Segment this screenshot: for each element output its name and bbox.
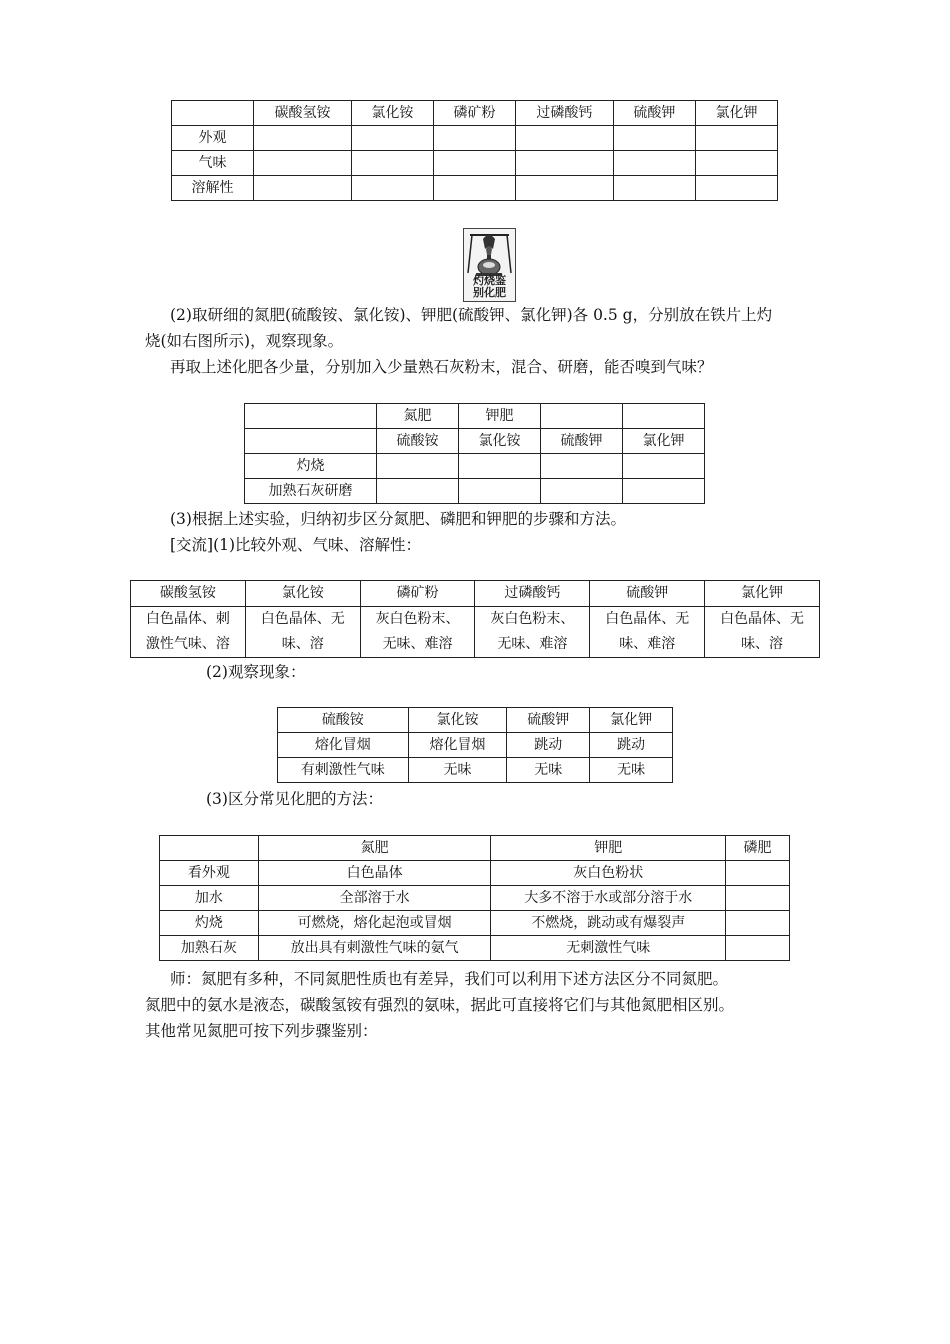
row-label: 加水 xyxy=(160,886,259,911)
table-cell xyxy=(726,886,790,911)
table-cell: 味、溶 xyxy=(245,632,360,658)
table-header-cell: 氯化铵 xyxy=(245,581,360,607)
table-header-cell: 过磷酸钙 xyxy=(475,581,590,607)
empty-cell xyxy=(516,151,614,176)
table-header-cell: 硫酸钾 xyxy=(613,101,695,126)
table-header-cell: 磷矿粉 xyxy=(433,101,515,126)
table-cell: 灰白色粉状 xyxy=(491,861,726,886)
table-header-cell: 氯化铵 xyxy=(459,429,541,454)
empty-cell xyxy=(254,151,352,176)
fertilizer-observation-table xyxy=(171,100,778,201)
empty-cell xyxy=(254,176,352,201)
table-header-cell: 硫酸钾 xyxy=(541,429,623,454)
table-cell: 可燃烧，熔化起泡或冒烟 xyxy=(258,911,491,936)
table-header-row xyxy=(131,581,820,607)
empty-cell xyxy=(613,151,695,176)
table-cell: 味、难溶 xyxy=(590,632,705,658)
table-row xyxy=(131,632,820,658)
table-header-row xyxy=(278,708,673,733)
empty-cell xyxy=(516,126,614,151)
empty-cell xyxy=(377,479,459,504)
paragraph: (3)区分常见化肥的方法： xyxy=(206,790,383,808)
empty-cell xyxy=(245,429,377,454)
paragraph: 其他常见氮肥可按下列步骤鉴别： xyxy=(145,1022,378,1040)
table-cell: 白色晶体、无 xyxy=(705,607,820,633)
table-cell: 放出具有刺激性气味的氨气 xyxy=(258,936,491,961)
empty-cell xyxy=(459,479,541,504)
table-cell xyxy=(726,861,790,886)
table-row xyxy=(245,454,705,479)
empty-cell xyxy=(433,176,515,201)
table-header-cell: 碳酸氢铵 xyxy=(131,581,246,607)
row-label: 看外观 xyxy=(160,861,259,886)
table-header-cell xyxy=(172,101,254,126)
table-cell: 白色晶体、无 xyxy=(245,607,360,633)
table-cell: 大多不溶于水或部分溶于水 xyxy=(491,886,726,911)
paragraph: 师：氮肥有多种，不同氮肥性质也有差异，我们可以利用下述方法区分不同氮肥。 xyxy=(170,970,729,988)
table-cell: 激性气味、溶 xyxy=(131,632,246,658)
table-header-row xyxy=(245,429,705,454)
empty-cell xyxy=(695,176,777,201)
empty-cell xyxy=(623,404,705,429)
group-header: 氮肥 xyxy=(377,404,459,429)
empty-cell xyxy=(613,176,695,201)
row-label: 加熟石灰研磨 xyxy=(245,479,377,504)
table-header-cell: 氯化钾 xyxy=(590,708,673,733)
empty-cell xyxy=(623,479,705,504)
table-row xyxy=(278,733,673,758)
empty-cell xyxy=(351,151,433,176)
observation-results-table xyxy=(277,707,673,783)
table-header-cell: 氮肥 xyxy=(258,836,491,861)
empty-cell xyxy=(695,126,777,151)
row-label: 灼烧 xyxy=(245,454,377,479)
table-cell: 无味 xyxy=(507,758,590,783)
empty-cell xyxy=(541,404,623,429)
row-label: 气味 xyxy=(172,151,254,176)
empty-cell xyxy=(541,454,623,479)
table-header-cell: 氯化钾 xyxy=(623,429,705,454)
empty-cell xyxy=(377,454,459,479)
table-row xyxy=(160,861,790,886)
table-header-cell xyxy=(160,836,259,861)
table-row xyxy=(160,886,790,911)
table-header-cell: 磷肥 xyxy=(726,836,790,861)
table-header-row xyxy=(245,404,705,429)
table-header-cell: 氯化钾 xyxy=(705,581,820,607)
table-cell: 灰白色粉末、 xyxy=(360,607,475,633)
burning-grinding-table xyxy=(244,403,705,504)
table-header-cell: 氯化铵 xyxy=(351,101,433,126)
fertilizer-method-table xyxy=(159,835,790,961)
row-label: 加熟石灰 xyxy=(160,936,259,961)
table-header-row xyxy=(160,836,790,861)
figure-caption xyxy=(466,275,513,299)
table-cell: 无味、难溶 xyxy=(360,632,475,658)
paragraph: 烧(如右图所示)，观察现象。 xyxy=(145,332,344,350)
comparison-table xyxy=(130,580,820,658)
empty-cell xyxy=(613,126,695,151)
empty-cell xyxy=(541,479,623,504)
empty-cell xyxy=(433,126,515,151)
row-label: 外观 xyxy=(172,126,254,151)
table-header-cell: 磷矿粉 xyxy=(360,581,475,607)
paragraph: (2)观察现象： xyxy=(206,663,306,681)
table-row xyxy=(172,151,778,176)
table-header-cell: 过磷酸钙 xyxy=(516,101,614,126)
table-cell: 跳动 xyxy=(590,733,673,758)
table-row xyxy=(131,607,820,633)
paragraph: (3)根据上述实验，归纳初步区分氮肥、磷肥和钾肥的步骤和方法。 xyxy=(170,510,626,528)
paragraph: (2)取研细的氮肥(硫酸铵、氯化铵)、钾肥(硫酸钾、氯化钾)各 0.5 g，分别放在铁片上灼 xyxy=(170,306,773,324)
empty-cell xyxy=(433,151,515,176)
row-label: 溶解性 xyxy=(172,176,254,201)
table-cell: 无味、难溶 xyxy=(475,632,590,658)
table-row xyxy=(278,758,673,783)
table-row xyxy=(172,126,778,151)
table-header-cell: 碳酸氢铵 xyxy=(254,101,352,126)
table-cell: 无味 xyxy=(408,758,507,783)
figure-caption-line: 别化肥 xyxy=(473,286,506,299)
table-header-cell: 硫酸钾 xyxy=(590,581,705,607)
table-row xyxy=(160,936,790,961)
table-row xyxy=(160,911,790,936)
table-header-cell: 硫酸铵 xyxy=(278,708,409,733)
table-header-cell: 硫酸铵 xyxy=(377,429,459,454)
empty-cell xyxy=(351,176,433,201)
burning-experiment-figure xyxy=(463,228,516,302)
table-cell: 味、溶 xyxy=(705,632,820,658)
table-cell: 白色晶体、无 xyxy=(590,607,705,633)
table-cell: 熔化冒烟 xyxy=(278,733,409,758)
empty-cell xyxy=(695,151,777,176)
empty-cell xyxy=(245,404,377,429)
alcohol-lamp-icon xyxy=(464,229,515,279)
table-header-cell: 硫酸钾 xyxy=(507,708,590,733)
table-cell: 无味 xyxy=(590,758,673,783)
table-cell: 无刺激性气味 xyxy=(491,936,726,961)
table-cell: 熔化冒烟 xyxy=(408,733,507,758)
paragraph: 氮肥中的氨水是液态，碳酸氢铵有强烈的氨味，据此可直接将它们与其他氮肥相区别。 xyxy=(145,996,735,1014)
table-cell: 不燃烧，跳动或有爆裂声 xyxy=(491,911,726,936)
table-cell xyxy=(726,911,790,936)
figure-caption-line: 灼烧鉴 xyxy=(473,274,506,287)
group-header: 钾肥 xyxy=(459,404,541,429)
paragraph: 再取上述化肥各少量，分别加入少量熟石灰粉末，混合、研磨，能否嗅到气味？ xyxy=(170,358,713,376)
empty-cell xyxy=(516,176,614,201)
paragraph: [交流](1)比较外观、气味、溶解性： xyxy=(170,536,422,554)
row-label: 灼烧 xyxy=(160,911,259,936)
table-row xyxy=(245,479,705,504)
table-cell: 有刺激性气味 xyxy=(278,758,409,783)
table-cell: 跳动 xyxy=(507,733,590,758)
table-cell: 灰白色粉末、 xyxy=(475,607,590,633)
table-row xyxy=(172,176,778,201)
table-header-cell: 氯化铵 xyxy=(408,708,507,733)
empty-cell xyxy=(623,454,705,479)
table-cell: 白色晶体、刺 xyxy=(131,607,246,633)
table-cell xyxy=(726,936,790,961)
empty-cell xyxy=(351,126,433,151)
empty-cell xyxy=(459,454,541,479)
empty-cell xyxy=(254,126,352,151)
table-header-row xyxy=(172,101,778,126)
table-cell: 白色晶体 xyxy=(258,861,491,886)
table-header-cell: 钾肥 xyxy=(491,836,726,861)
table-header-cell: 氯化钾 xyxy=(695,101,777,126)
table-cell: 全部溶于水 xyxy=(258,886,491,911)
